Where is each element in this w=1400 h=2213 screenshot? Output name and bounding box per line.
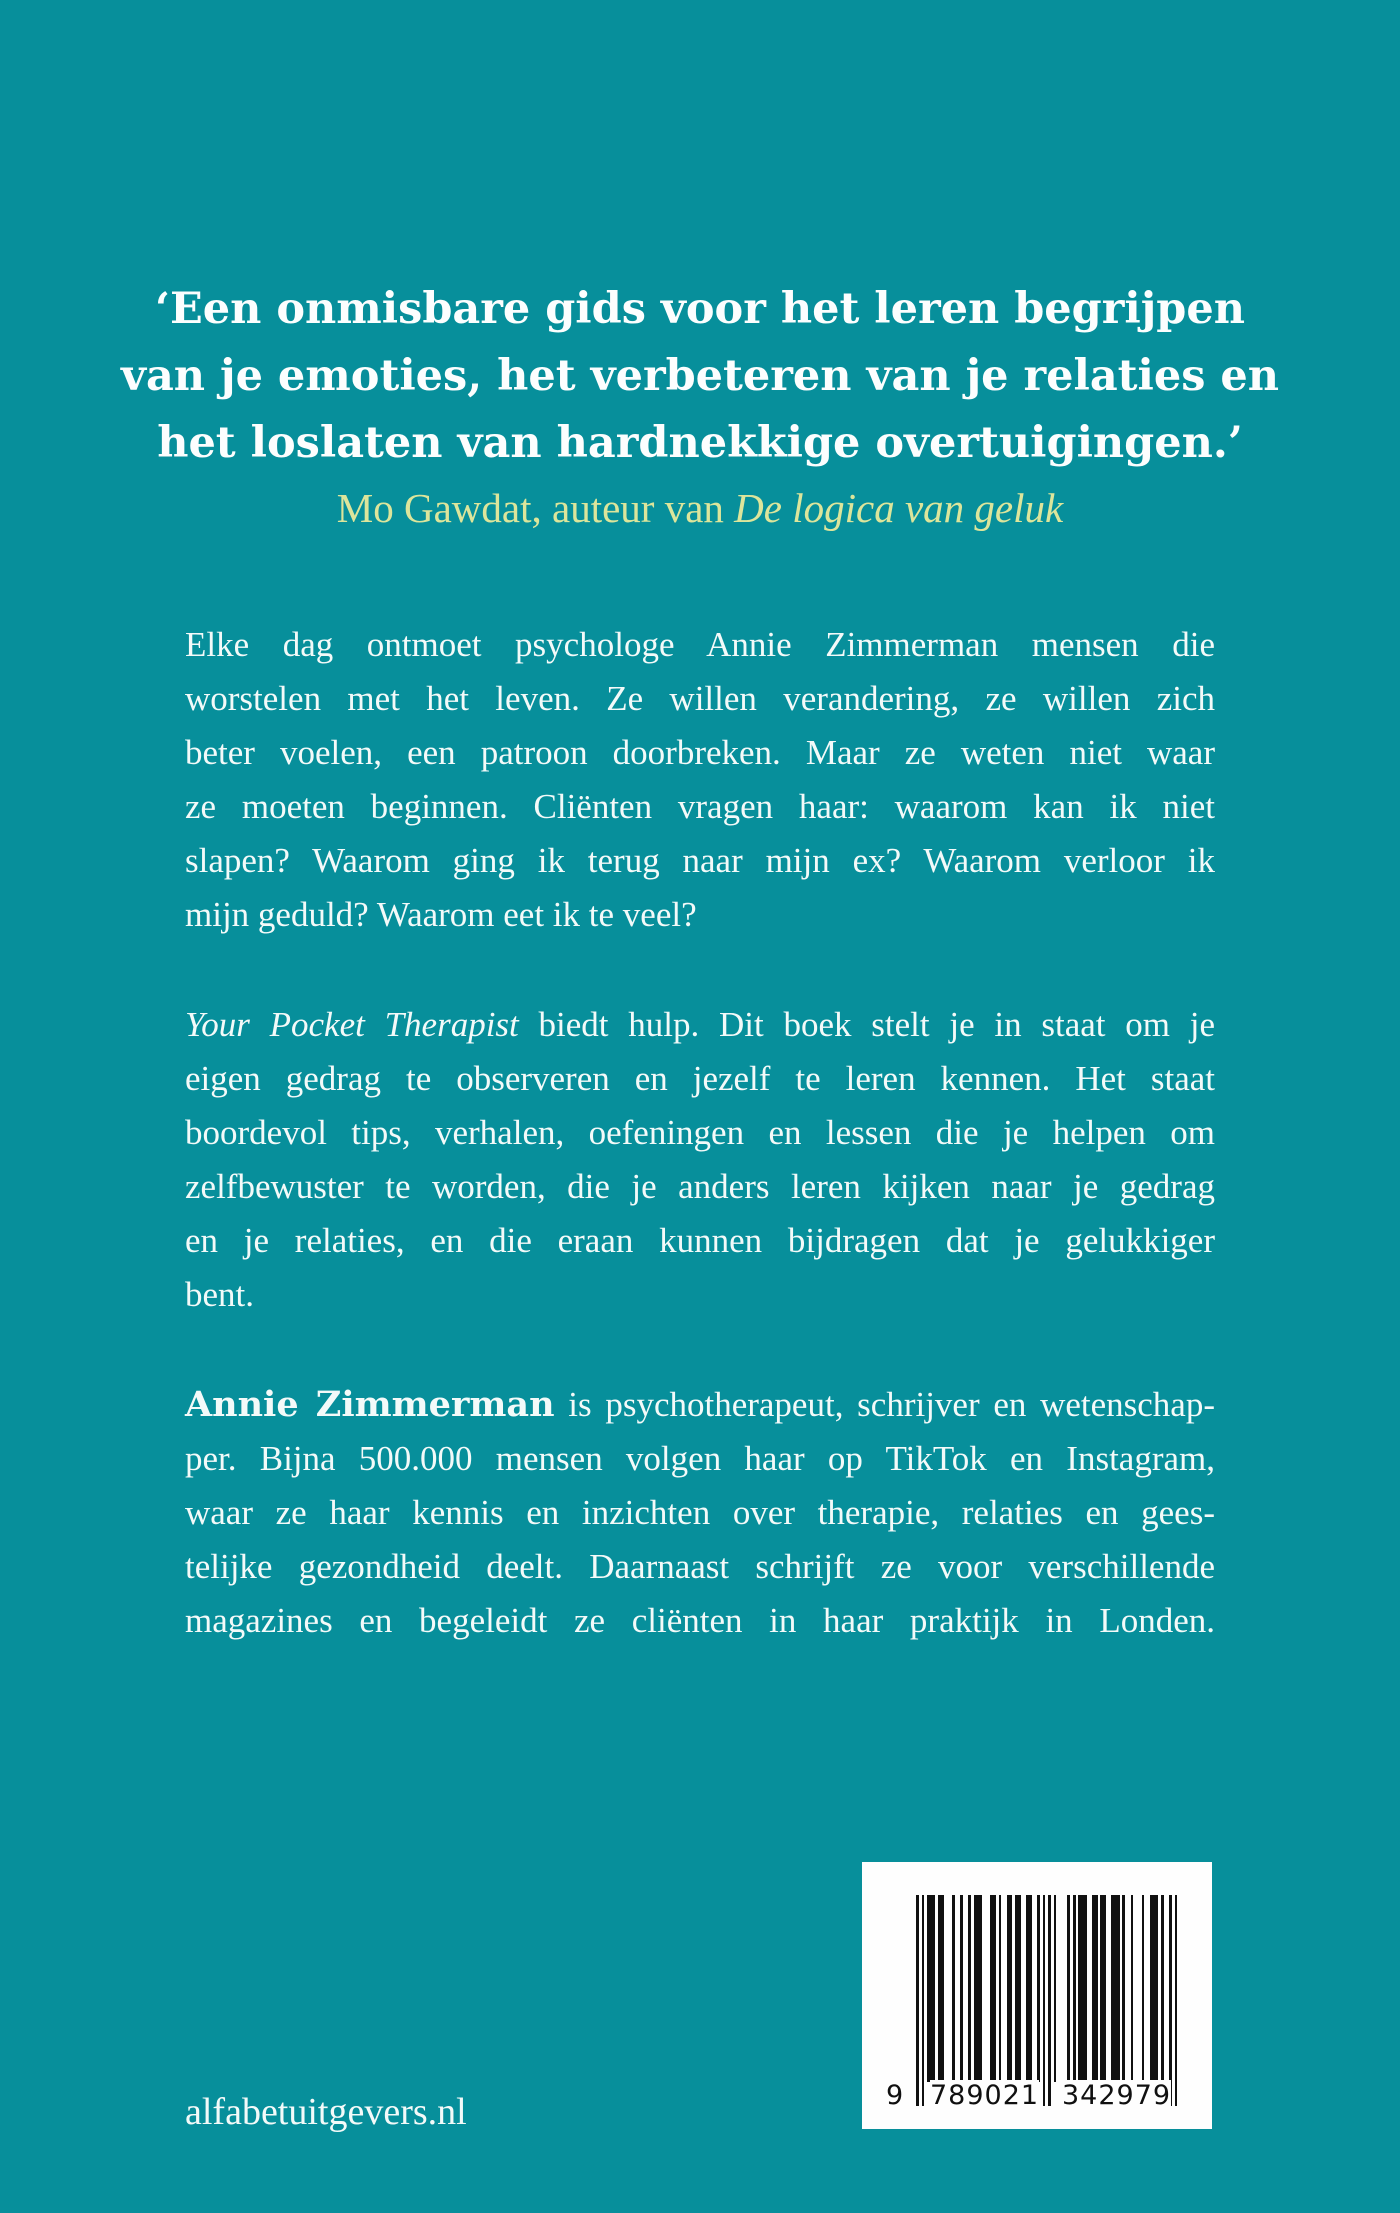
text-line: ze moeten beginnen. Cliënten vragen haar: waarom kan ik niet: [185, 787, 1215, 826]
barcode-bar: [1043, 1895, 1046, 2106]
barcode-bar: [1067, 1895, 1070, 2082]
barcode-bar: [1111, 1895, 1119, 2082]
barcode-bar: [974, 1895, 982, 2082]
endorsement-quote: [0, 276, 1400, 477]
attribution-name: Mo Gawdat, auteur van: [336, 485, 735, 531]
text-line: [185, 998, 1215, 1052]
barcode-bar: [960, 1895, 963, 2082]
paragraph-intro: [185, 618, 1215, 942]
barcode-bar: [1007, 1895, 1013, 2082]
isbn-barcode: [862, 1862, 1212, 2129]
barcode-bar: [990, 1895, 996, 2082]
barcode-bar: [968, 1895, 971, 2082]
barcode-bar: [1048, 1895, 1051, 2106]
attribution-book-title: De logica van geluk: [734, 485, 1064, 531]
text-line: per. Bijna 500.000 mensen volgen haar op TikTok en Instagram,: [185, 1439, 1215, 1478]
text-line: bent.: [185, 1275, 255, 1314]
barcode-bar: [952, 1895, 955, 2082]
text-line: [185, 1378, 1215, 1432]
author-name-bold: Annie Zimmerman: [185, 1384, 555, 1425]
barcode-bar: [1078, 1895, 1086, 2082]
barcode-bar: [1150, 1895, 1158, 2082]
barcode-bar: [1169, 1895, 1172, 2106]
text-span: is psychotherapeut, schrijver en wetenschap-: [554, 1385, 1215, 1424]
barcode-bar: [1100, 1895, 1106, 2082]
book-title-italic: Your Pocket Therapist: [185, 1005, 519, 1044]
barcode-bar: [1015, 1895, 1021, 2082]
quote-attribution: [0, 483, 1400, 533]
text-line: telijke gezondheid deelt. Daarnaast schrijft ze voor verschillende: [185, 1547, 1215, 1586]
barcode-bar: [1054, 1895, 1057, 2082]
barcode-bar: [999, 1895, 1002, 2082]
barcode-bar: [1131, 1895, 1134, 2082]
barcode-bar: [922, 1895, 925, 2106]
barcode-bar: [1073, 1895, 1076, 2082]
text-line: boordevol tips, verhalen, oefeningen en lessen die je helpen om: [185, 1113, 1215, 1152]
barcode-bar: [927, 1895, 935, 2082]
barcode-bar: [1037, 1895, 1040, 2082]
text-line: zelfbewuster te worden, die je anders leren kijken naar je gedrag: [185, 1167, 1215, 1206]
text-span: biedt hulp. Dit boek stelt je in staat om je: [518, 1005, 1215, 1044]
barcode-bars: [916, 1895, 1178, 2106]
text-line: eigen gedrag te observeren en jezelf te leren kennen. Het staat: [185, 1059, 1215, 1098]
barcode-digit-group: 789021: [930, 2080, 1040, 2111]
barcode-bar: [1092, 1895, 1098, 2082]
barcode-bar: [1142, 1895, 1145, 2082]
text-line: mijn geduld? Waarom eet ik te veel?: [185, 895, 697, 934]
paragraph-book: [185, 998, 1215, 1322]
text-line: beter voelen, een patroon doorbreken. Maar ze weten niet waar: [185, 733, 1215, 772]
paragraph-author-bio: [185, 1378, 1215, 1648]
text-line: en je relaties, en die eraan kunnen bijdragen dat je gelukkiger: [185, 1221, 1215, 1260]
quote-line: ‘Een onmisbare gids voor het leren begrijpen: [155, 284, 1245, 334]
text-line: magazines en begeleidt ze cliënten in haar praktijk in Londen.: [185, 1601, 1215, 1640]
barcode-bar: [1175, 1895, 1178, 2106]
barcode-digit-group: 342979: [1062, 2080, 1172, 2111]
text-line: Elke dag ontmoet psychologe Annie Zimmerman mensen die: [185, 625, 1215, 664]
publisher-website: alfabetuitgevers.nl: [185, 2091, 467, 2133]
text-line: slapen? Waarom ging ik terug naar mijn ex? Waarom verloor ik: [185, 841, 1215, 880]
barcode-bar: [916, 1895, 919, 2106]
quote-line: het loslaten van hardnekkige overtuigingen.’: [157, 418, 1243, 468]
barcode-bar: [1161, 1895, 1164, 2082]
text-line: waar ze haar kennis en inzichten over therapie, relaties en gees-: [185, 1493, 1215, 1532]
text-line: worstelen met het leven. Ze willen verandering, ze willen zich: [185, 679, 1215, 718]
barcode-digit-group: 9: [886, 2080, 905, 2111]
quote-line: van je emoties, het verbeteren van je relaties en: [120, 351, 1280, 401]
barcode-bar: [938, 1895, 944, 2082]
barcode-bar: [1026, 1895, 1032, 2082]
barcode-bar: [1122, 1895, 1125, 2082]
